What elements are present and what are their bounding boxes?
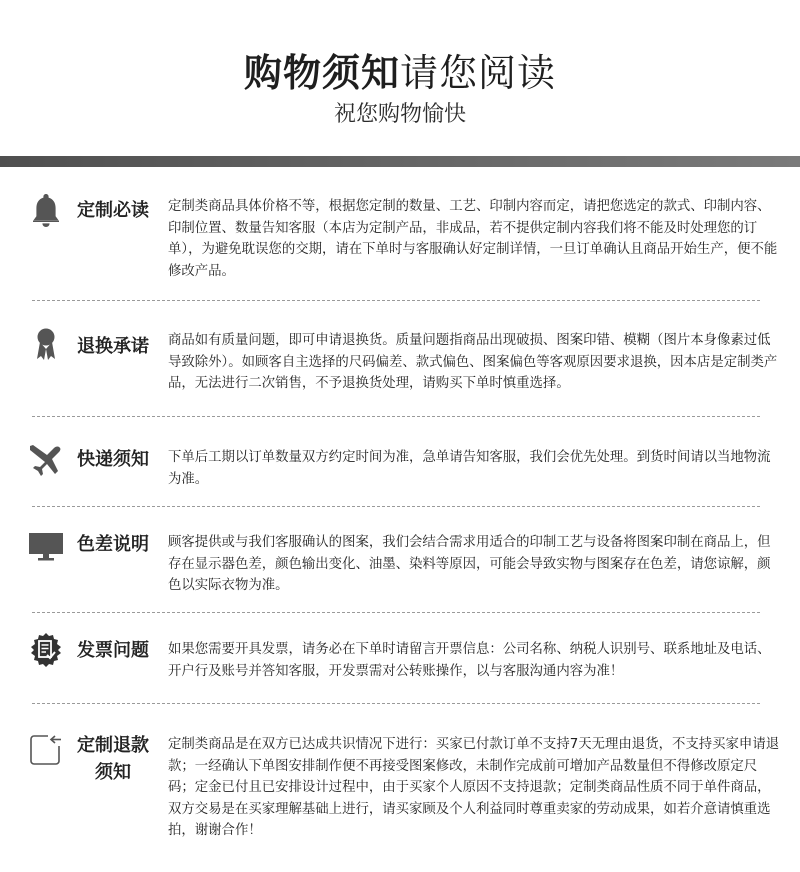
invoice-badge-icon: [28, 632, 64, 668]
section-body: 下单后工期以订单数量双方约定时间为准，急单请告知客服，我们会优先处理。到货时间请以当地物流为准。: [168, 450, 771, 487]
dashed-divider: [32, 300, 760, 301]
page-header: [0, 0, 800, 155]
section-title: [68, 734, 158, 785]
airplane-icon: [28, 442, 64, 478]
section-title: 色差说明: [77, 534, 149, 555]
section-title-line2: 须知: [95, 762, 131, 783]
dashed-divider: [32, 506, 760, 507]
section-body: 定制类商品是在双方已达成共识情况下进行：买家已付款订单不支持7天无理由退货，不支持买家申请退款；一经确认下单图安排制作便不再接受图案修改，未制作完成前可增加产品数量但不得修改原定尺码；定金已付且已安排设计过程中，由于买家个人原因不支持退款；定制类商品性质不同于单件商品，双方交易是在买家理解基础上进行，请买家顾及个人利益同时尊重卖家的劳动成果，如若介意请慎重选拍，谢谢合作！: [168, 737, 780, 838]
ribbon-award-icon: [28, 327, 64, 363]
title-light: 请您阅读: [400, 51, 557, 95]
section-body: 顾客提供或与我们客服确认的图案，我们会结合需求用适合的印制工艺与设备将图案印制在商品上，但存在显示器色差，颜色输出变化、油墨、染料等原因，可能会导致实物与图案存在色差，请您谅解，颜色以实际衣物为准。: [168, 535, 771, 593]
section-body: 定制类商品具体价格不等，根据您定制的数量、工艺、印制内容而定，请把您选定的款式、印制内容、印制位置、数量告知客服（本店为定制产品，非成品，若不提供定制内容我们将不能及时处理您的订单），为避免耽误您的交期，请在下单时与客服确认好定制详情，一旦订单确认且商品开始生产，便不能修改产品。: [168, 199, 778, 279]
section-body: 商品如有质量问题，即可申请退换货。质量问题指商品出现破损、图案印错、模糊（图片本身像素过低导致除外）。如顾客自主选择的尺码偏差、款式偏色、图案偏色等客观原因要求退换，因本店是定制类产品，无法进行二次销售，不予退换货处理，请购买下单时慎重选择。: [168, 333, 778, 391]
page-title: [0, 48, 800, 98]
page-subtitle: 祝您购物愉快: [333, 102, 466, 127]
section-title: 快递须知: [77, 449, 149, 470]
header-divider-bar: [0, 156, 800, 167]
refund-return-icon: [28, 732, 64, 768]
section-body: 如果您需要开具发票，请务必在下单时请留言开票信息：公司名称、纳税人识别号、联系地址及电话、开户行及账号并答知客服，开发票需对公转账操作，以与客服沟通内容为准！: [168, 642, 771, 679]
section-title: 发票问题: [77, 640, 149, 661]
dashed-divider: [32, 703, 760, 704]
monitor-icon: [28, 529, 64, 565]
section-title: 定制必读: [77, 200, 149, 221]
title-bold: 购物须知: [243, 51, 400, 95]
section-title: 退换承诺: [77, 336, 149, 357]
bell-icon: [28, 192, 64, 228]
section-title-line1: 定制退款: [77, 735, 149, 756]
dashed-divider: [32, 416, 760, 417]
dashed-divider: [32, 612, 760, 613]
